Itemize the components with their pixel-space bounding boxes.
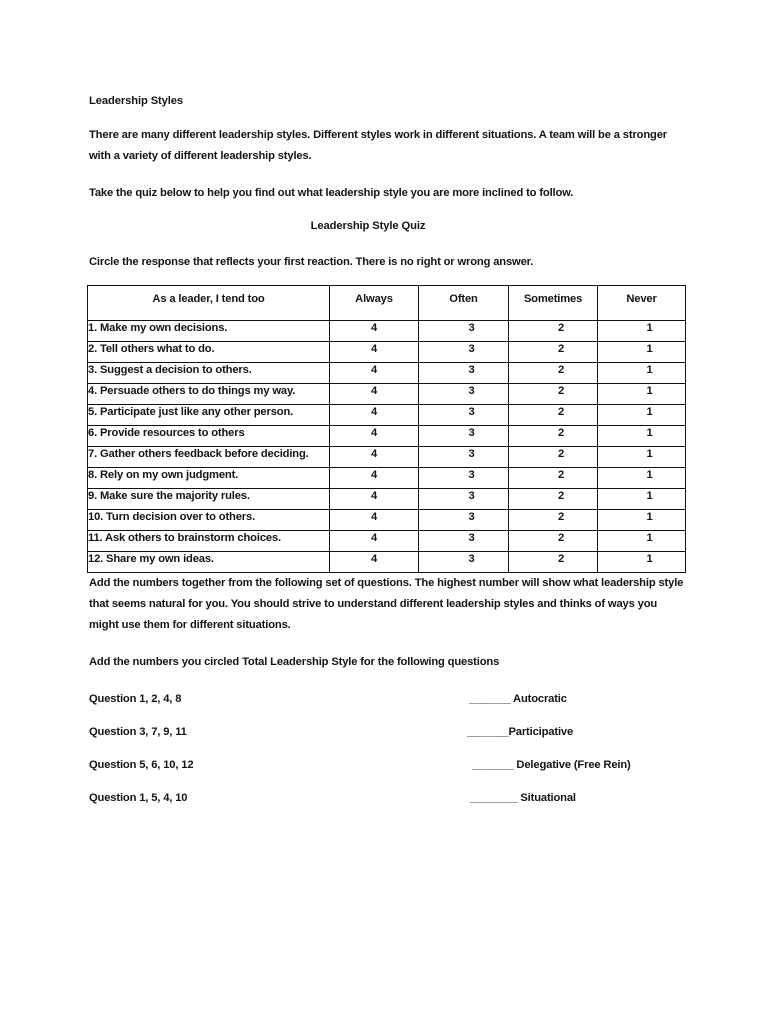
answer-often[interactable]: 3	[419, 468, 509, 489]
answer-sometimes[interactable]: 2	[509, 510, 598, 531]
answer-never[interactable]: 1	[598, 426, 686, 447]
question-text: 11. Ask others to brainstorm choices.	[88, 531, 330, 552]
answer-sometimes[interactable]: 2	[509, 426, 598, 447]
answer-often[interactable]: 3	[419, 426, 509, 447]
scoring-list	[89, 691, 687, 806]
score-questions: Question 1, 5, 4, 10	[89, 792, 188, 804]
question-text: 9. Make sure the majority rules.	[88, 489, 330, 510]
answer-always[interactable]: 4	[330, 363, 419, 384]
answer-always[interactable]: 4	[330, 342, 419, 363]
score-blank-field[interactable]: ________	[470, 792, 518, 804]
score-blank-field[interactable]: _______	[467, 726, 509, 738]
table-row	[88, 321, 686, 342]
answer-often[interactable]: 3	[419, 321, 509, 342]
answer-never[interactable]: 1	[598, 510, 686, 531]
question-text: 1. Make my own decisions.	[88, 321, 330, 342]
question-text: 2. Tell others what to do.	[88, 342, 330, 363]
answer-always[interactable]: 4	[330, 468, 419, 489]
answer-always[interactable]: 4	[330, 426, 419, 447]
score-style-label: Delegative (Free Rein)	[513, 759, 631, 771]
score-row-autocratic	[89, 691, 687, 707]
table-row	[88, 342, 686, 363]
score-blank-field[interactable]: _______	[469, 693, 511, 705]
column-header-sometimes: Sometimes	[509, 286, 598, 321]
question-text: 8. Rely on my own judgment.	[88, 468, 330, 489]
answer-always[interactable]: 4	[330, 489, 419, 510]
table-row	[88, 531, 686, 552]
table-header-row	[88, 286, 686, 321]
question-text: 6. Provide resources to others	[88, 426, 330, 447]
table-row	[88, 510, 686, 531]
answer-sometimes[interactable]: 2	[509, 468, 598, 489]
quiz-heading: Leadership Style Quiz	[310, 220, 426, 232]
score-questions: Question 1, 2, 4, 8	[89, 693, 182, 705]
answer-always[interactable]: 4	[330, 384, 419, 405]
question-text: 3. Suggest a decision to others.	[88, 363, 330, 384]
answer-never[interactable]: 1	[598, 321, 686, 342]
answer-always[interactable]: 4	[330, 447, 419, 468]
answer-never[interactable]: 1	[598, 384, 686, 405]
answer-sometimes[interactable]: 2	[509, 321, 598, 342]
table-row	[88, 384, 686, 405]
answer-often[interactable]: 3	[419, 342, 509, 363]
answer-never[interactable]: 1	[598, 468, 686, 489]
table-row	[88, 552, 686, 573]
answer-always[interactable]: 4	[330, 405, 419, 426]
answer-never[interactable]: 1	[598, 489, 686, 510]
score-row-delegative	[89, 757, 687, 773]
answer-sometimes[interactable]: 2	[509, 447, 598, 468]
score-style-label: Participative	[508, 726, 574, 738]
answer-always[interactable]: 4	[330, 510, 419, 531]
answer-never[interactable]: 1	[598, 363, 686, 384]
answer-often[interactable]: 3	[419, 531, 509, 552]
document-title: Leadership Styles	[89, 95, 184, 107]
leadership-quiz-table	[87, 285, 686, 573]
answer-often[interactable]: 3	[419, 405, 509, 426]
answer-often[interactable]: 3	[419, 384, 509, 405]
score-questions: Question 5, 6, 10, 12	[89, 759, 194, 771]
answer-never[interactable]: 1	[598, 552, 686, 573]
column-header-often: Often	[419, 286, 509, 321]
answer-always[interactable]: 4	[330, 552, 419, 573]
answer-never[interactable]: 1	[598, 531, 686, 552]
score-style-label: Situational	[517, 792, 576, 804]
answer-sometimes[interactable]: 2	[509, 384, 598, 405]
document-content	[89, 93, 687, 823]
question-text: 12. Share my own ideas.	[88, 552, 330, 573]
table-row	[88, 468, 686, 489]
answer-always[interactable]: 4	[330, 321, 419, 342]
score-row-situational	[89, 790, 687, 806]
table-body	[88, 321, 686, 573]
column-header-always: Always	[330, 286, 419, 321]
answer-always[interactable]: 4	[330, 531, 419, 552]
table-row	[88, 405, 686, 426]
score-style-label: Autocratic	[510, 693, 567, 705]
answer-never[interactable]: 1	[598, 342, 686, 363]
column-header-never: Never	[598, 286, 686, 321]
question-text: 10. Turn decision over to others.	[88, 510, 330, 531]
table-row	[88, 426, 686, 447]
total-instruction: Add the numbers you circled Total Leadership Style for the following questions	[89, 656, 500, 668]
question-text: 4. Persuade others to do things my way.	[88, 384, 330, 405]
column-header-statement: As a leader, I tend too	[88, 286, 330, 321]
answer-often[interactable]: 3	[419, 510, 509, 531]
answer-sometimes[interactable]: 2	[509, 531, 598, 552]
answer-sometimes[interactable]: 2	[509, 405, 598, 426]
answer-never[interactable]: 1	[598, 405, 686, 426]
answer-sometimes[interactable]: 2	[509, 363, 598, 384]
answer-sometimes[interactable]: 2	[509, 552, 598, 573]
scoring-explanation: Add the numbers together from the following set of questions. The highest number will show what leadership style that seems natural for you. You should strive to understand different leadership styles and thinks of ways you might use them for different situations.	[89, 577, 684, 631]
answer-often[interactable]: 3	[419, 552, 509, 573]
answer-never[interactable]: 1	[598, 447, 686, 468]
intro-paragraph: There are many different leadership styles. Different styles work in different situations. A team will be a stronger with a variety of different leadership styles.	[89, 129, 667, 162]
answer-sometimes[interactable]: 2	[509, 342, 598, 363]
table-row	[88, 363, 686, 384]
answer-often[interactable]: 3	[419, 447, 509, 468]
question-text: 7. Gather others feedback before deciding.	[88, 447, 330, 468]
table-row	[88, 489, 686, 510]
table-row	[88, 447, 686, 468]
take-quiz-paragraph: Take the quiz below to help you find out what leadership style you are more inclined to follow.	[89, 187, 574, 199]
score-row-participative	[89, 724, 687, 740]
answer-often[interactable]: 3	[419, 363, 509, 384]
answer-often[interactable]: 3	[419, 489, 509, 510]
score-questions: Question 3, 7, 9, 11	[89, 726, 187, 738]
question-text: 5. Participate just like any other person.	[88, 405, 330, 426]
quiz-instruction: Circle the response that reflects your first reaction. There is no right or wrong answer.	[89, 256, 534, 268]
answer-sometimes[interactable]: 2	[509, 489, 598, 510]
score-blank-field[interactable]: _______	[472, 759, 514, 771]
